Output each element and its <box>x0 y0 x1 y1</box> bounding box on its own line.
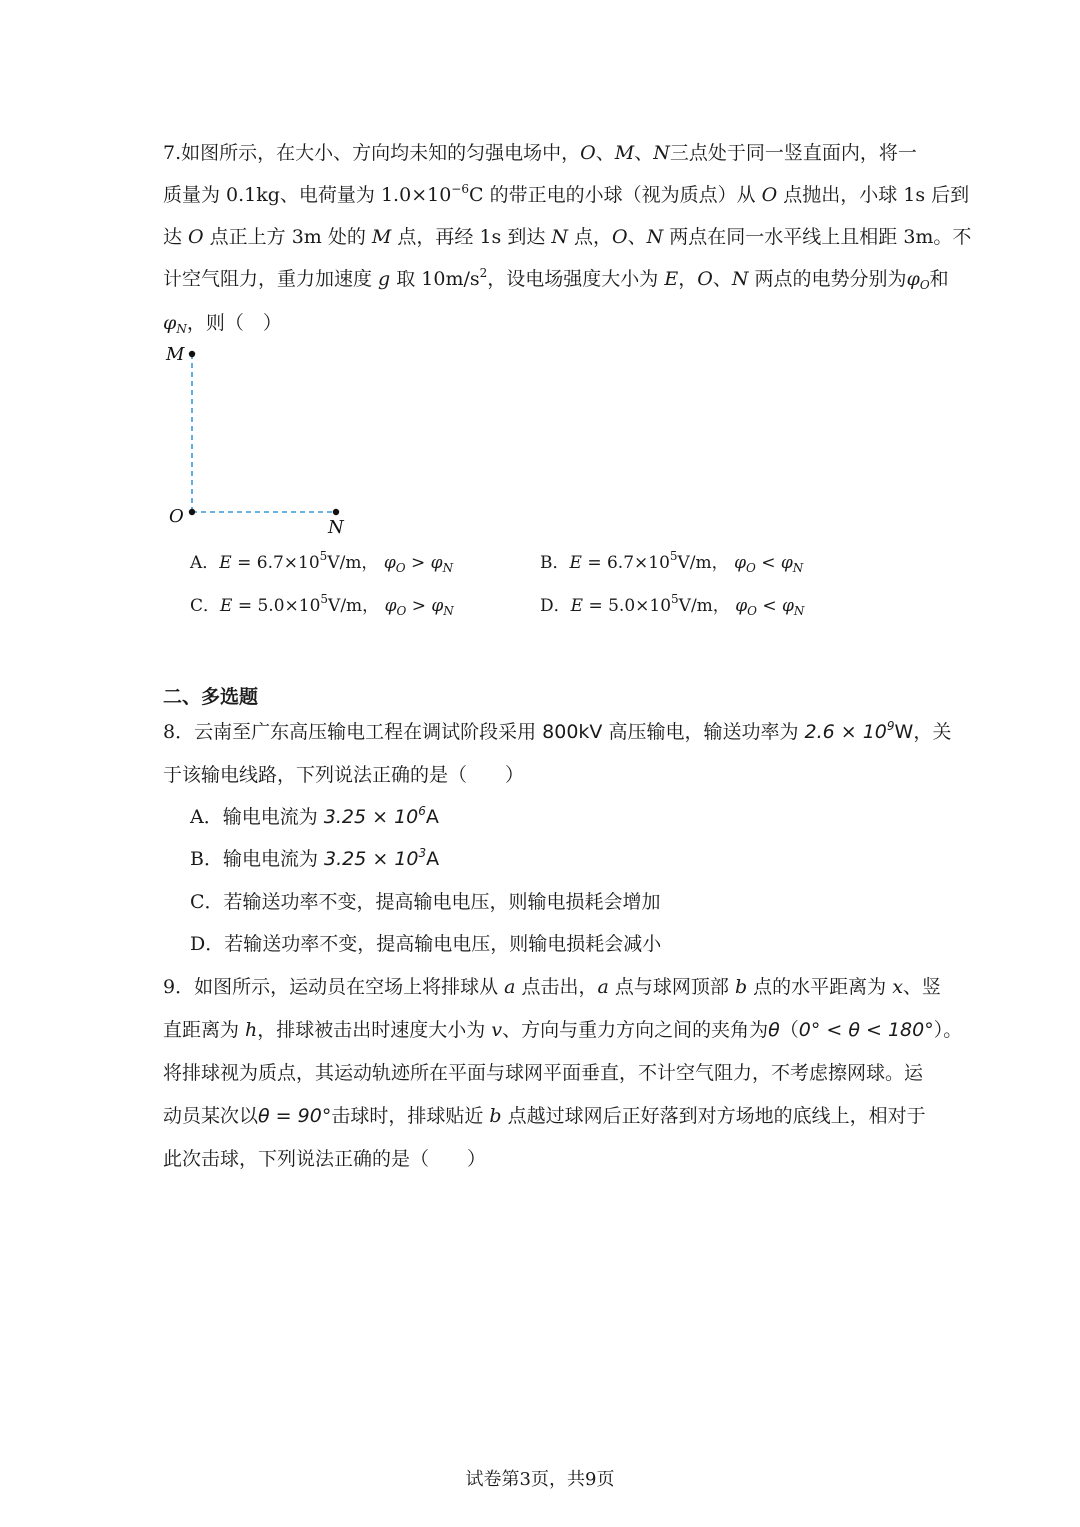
exponent: 5 <box>671 592 679 606</box>
q9-text: 击球时，排球贴近 <box>331 1105 490 1127</box>
option-eq: = 5.0×10 <box>232 596 321 616</box>
q8-option-b[interactable] <box>190 847 950 871</box>
q8-power-unit: W <box>894 721 914 743</box>
q8-voltage: 800kV <box>542 721 603 743</box>
exponent: 3 <box>418 846 427 860</box>
option-eq: = 5.0×10 <box>583 596 672 616</box>
q9-text: 、方向与重力方向之间的夹角为 <box>502 1019 769 1041</box>
var-o: O <box>612 226 628 248</box>
q9-line-2 <box>163 1018 963 1042</box>
q7-text: 和 <box>929 268 949 290</box>
var-n: N <box>731 268 749 290</box>
q7-text: 点，再经 1s 到达 <box>391 226 552 248</box>
q8-text: ，关 <box>913 721 952 743</box>
subscript: N <box>443 604 454 618</box>
var-phi: φ <box>906 268 920 290</box>
q7-text: 两点在同一水平线上且相距 3m。不 <box>663 226 972 248</box>
option-relation: > <box>405 553 431 573</box>
option-value: 3.25 × 10 <box>323 806 419 828</box>
q7-text: C 的带正电的小球（视为质点）从 <box>469 184 762 206</box>
subscript: O <box>745 561 756 575</box>
subscript: O <box>395 561 406 575</box>
q8-text: 高压输电，输送功率为 <box>602 721 805 743</box>
q9-line-5: 此次击球，下列说法正确的是（ ） <box>163 1148 487 1170</box>
q9-line-4 <box>163 1104 926 1128</box>
q8-power-value: 2.6 × 10 <box>804 721 887 743</box>
var-e: E <box>219 553 232 573</box>
var-e: E <box>664 268 679 290</box>
exponent: 2 <box>479 266 488 280</box>
var-phi: φ <box>734 553 746 573</box>
option-unit: V/m， <box>678 596 730 616</box>
q7-option-c[interactable] <box>190 594 454 618</box>
subscript: O <box>919 278 930 292</box>
exponent: 9 <box>886 719 895 733</box>
var-e: E <box>569 553 582 573</box>
point-n <box>333 509 339 515</box>
option-relation: < <box>755 553 781 573</box>
q9-line-3: 将排球视为质点，其运动轨迹所在平面与球网平面垂直，不计空气阻力，不考虑擦网球。运 <box>163 1062 924 1084</box>
option-letter: C． <box>190 596 221 616</box>
q9-text: 点击出， <box>515 976 598 998</box>
q7-figure <box>160 340 380 540</box>
var-m: M <box>371 226 392 248</box>
option-unit: V/m， <box>327 553 379 573</box>
var-e: E <box>570 596 584 616</box>
sep: 、 <box>627 226 647 248</box>
q7-text: 点抛出，小球 1s 后到 <box>777 184 970 206</box>
q8-line-1 <box>163 719 952 744</box>
option-unit: V/m， <box>328 596 380 616</box>
var-phi: φ <box>782 596 794 616</box>
var-phi: φ <box>431 596 444 616</box>
option-value: 3.25 × 10 <box>324 848 419 870</box>
q8-option-d[interactable]: D．若输送功率不变，提高输电电压，则输电损耗会减小 <box>190 933 662 955</box>
q9-text: 点越过球网后正好落到对方场地的底线上，相对于 <box>501 1105 926 1127</box>
option-relation: > <box>406 596 432 616</box>
point-o <box>189 509 195 515</box>
q9-text: 点与球网顶部 <box>608 976 735 998</box>
var-o: O <box>580 142 596 164</box>
page-footer: 试卷第3页，共9页 <box>465 1469 615 1490</box>
q9-text: （ <box>779 1019 799 1041</box>
label-m: M <box>166 344 185 365</box>
option-text: B．输电电流为 <box>190 848 325 870</box>
q7-text: ，设电场强度大小为 <box>487 268 665 290</box>
var-o: O <box>761 184 778 206</box>
q7-option-b[interactable] <box>540 551 803 575</box>
q7-text: 质量为 0.1kg、电荷量为 1.0×10 <box>163 184 452 206</box>
q7-text: 计空气阻力，重力加速度 <box>163 268 379 290</box>
q9-text: 、竖 <box>902 976 941 998</box>
option-letter: D． <box>540 596 571 616</box>
option-eq: = 6.7×10 <box>581 553 670 573</box>
option-letter: B． <box>540 553 570 573</box>
exponent: 6 <box>418 804 426 818</box>
q8-option-a[interactable] <box>190 805 950 829</box>
q9-angle-eq: θ = 90° <box>258 1105 332 1127</box>
q9-text: 动员某次以 <box>163 1105 259 1127</box>
q7-text: 三点处于同一竖直面内，将一 <box>669 142 917 164</box>
option-unit: V/m， <box>677 553 729 573</box>
q9-text: 点的水平距离为 <box>747 976 893 998</box>
q9-text: 9．如图所示，运动员在空场上将排球从 <box>163 976 505 998</box>
q9-angle-range: 0° < θ < 180° <box>798 1019 934 1041</box>
q7-number: 7. <box>163 142 182 164</box>
var-n: N <box>551 226 568 248</box>
q7-text: 如图所示，在大小、方向均未知的匀强电场中， <box>181 142 581 164</box>
option-letter: A． <box>190 553 220 573</box>
subscript: O <box>396 604 407 618</box>
q7-option-d[interactable] <box>540 594 804 618</box>
exponent: 5 <box>320 592 329 606</box>
q9-text: ）。 <box>933 1019 963 1041</box>
q7-text: ，则（ ） <box>186 312 282 334</box>
var-phi: φ <box>163 312 177 334</box>
var-b: b <box>734 976 748 998</box>
q7-line-3 <box>163 225 972 249</box>
var-e: E <box>220 596 233 616</box>
exponent: −6 <box>451 182 469 196</box>
var-o: O <box>188 226 204 248</box>
section-title-multiple-choice: 二、多选题 <box>163 686 259 708</box>
q8-line-2: 于该输电线路，下列说法正确的是（ ） <box>163 764 525 786</box>
q8-text: 8．云南至广东高压输电工程在调试阶段采用 <box>163 721 543 743</box>
subscript: O <box>747 604 757 618</box>
q7-line-4 <box>163 266 949 292</box>
option-unit: A <box>425 806 439 828</box>
var-b: b <box>489 1105 502 1127</box>
q8-option-c[interactable]: C．若输送功率不变，提高输电电压，则输电损耗会增加 <box>190 891 661 913</box>
var-phi: φ <box>384 596 397 616</box>
var-a: a <box>504 976 516 998</box>
var-g: g <box>378 268 391 290</box>
var-phi: φ <box>383 553 396 573</box>
var-phi: φ <box>430 553 443 573</box>
var-theta: θ <box>768 1019 780 1041</box>
var-n: N <box>646 226 664 248</box>
var-m: M <box>614 142 635 164</box>
var-o: O <box>697 268 713 290</box>
subscript: N <box>176 322 187 336</box>
q9-line-1 <box>163 975 941 999</box>
var-phi: φ <box>735 596 748 616</box>
q9-text: ，排球被击出时速度大小为 <box>257 1019 492 1041</box>
var-x: x <box>892 976 903 998</box>
subscript: N <box>792 561 804 575</box>
q7-text: 取 10m/s <box>390 268 480 290</box>
q7-text: 两点的电势分别为 <box>748 268 907 290</box>
subscript: N <box>793 604 805 618</box>
exponent: 5 <box>669 549 678 563</box>
q7-line-2 <box>163 182 970 207</box>
q7-option-a[interactable] <box>190 551 453 575</box>
q9-text: 直距离为 <box>163 1019 246 1041</box>
sep: 、 <box>595 142 615 164</box>
var-phi: φ <box>780 553 793 573</box>
q7-line-1 <box>163 141 923 165</box>
q7-text: 点， <box>567 226 613 248</box>
point-m <box>189 351 195 357</box>
var-v: v <box>491 1019 503 1041</box>
q7-line-5 <box>163 311 923 335</box>
label-o: O <box>169 506 184 527</box>
subscript: N <box>442 561 454 575</box>
sep: ， <box>678 268 698 290</box>
var-h: h <box>245 1019 258 1041</box>
exponent: 5 <box>319 549 328 563</box>
sep: 、 <box>634 142 654 164</box>
option-relation: < <box>756 596 783 616</box>
sep: 、 <box>712 268 732 290</box>
option-unit: A <box>426 848 440 870</box>
q7-text: 点正上方 3m 处的 <box>203 226 372 248</box>
var-n: N <box>653 142 670 164</box>
option-text: A．输电电流为 <box>190 806 324 828</box>
label-n: N <box>328 517 344 538</box>
var-a: a <box>597 976 609 998</box>
option-eq: = 6.7×10 <box>231 553 320 573</box>
q7-text: 达 <box>163 226 189 248</box>
